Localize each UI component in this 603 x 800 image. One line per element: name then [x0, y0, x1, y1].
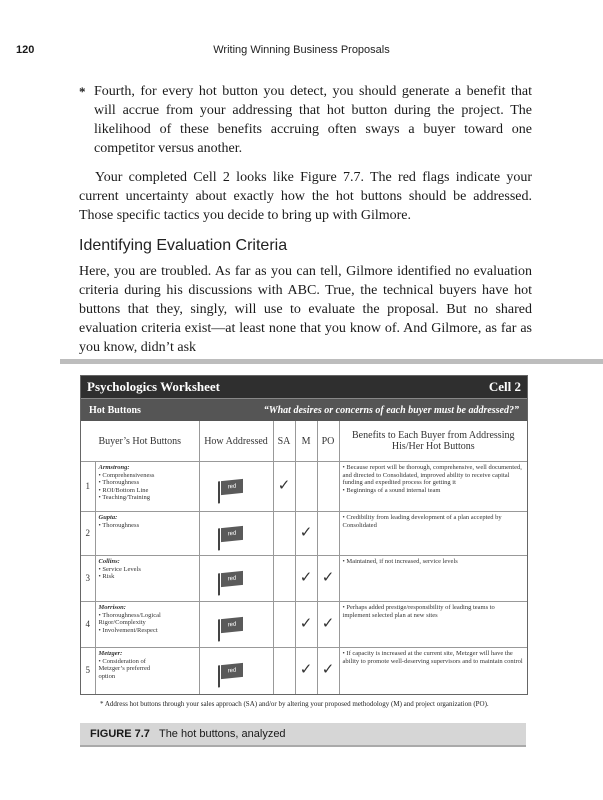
- paragraph-cell2: Your completed Cell 2 looks like Figure 7.7. The red flags indicate your current uncertainty about exactly how the hot buttons should be addressed. Those specific tactics you decide to bring up with Gilmore.: [79, 170, 532, 223]
- buyer-name: Gupta:: [98, 514, 118, 521]
- buyer-cell: [95, 512, 199, 556]
- col-buyer-hot-buttons: Buyer’s Hot Buttons: [81, 421, 199, 462]
- figure-caption-text: The hot buttons, analyzed: [158, 728, 286, 740]
- col-m: M: [295, 421, 317, 462]
- how-addressed-cell: [199, 462, 273, 512]
- table-row: [81, 648, 527, 694]
- checkmark-icon: ✓: [277, 477, 291, 494]
- col-how-addressed: How Addressed: [199, 421, 273, 462]
- psychologics-worksheet: [80, 375, 528, 695]
- hot-buttons-table: [81, 421, 527, 694]
- row-number: 3: [81, 556, 95, 602]
- how-addressed-cell: [199, 556, 273, 602]
- check-sa-cell: [273, 602, 295, 648]
- paragraph-evaluation: Here, you are troubled. As far as you can tell, Gilmore identified no evaluation criteria during his discussions with ABC. True, the technical buyers have hot buttons that they, singly, will use to evaluate the proposal. But no shared evaluation criteria exist—at least none that you know of. And Gilmore, as far as you know, didn’t ask: [79, 264, 532, 355]
- buyer-cell: [95, 648, 199, 694]
- worksheet-footnote: * Address hot buttons through your sales approach (SA) and/or by altering your proposed methodology (M) and project organization (PO).: [100, 700, 489, 708]
- check-m-cell: [295, 462, 317, 512]
- buyer-hot-buttons: • Thoroughness/Logical Rigor/Complexity • Involvement/Respect: [98, 611, 161, 634]
- check-sa-cell: [273, 462, 295, 512]
- buyer-name: Armstrong:: [98, 464, 130, 471]
- checkmark-icon: ✓: [321, 662, 335, 678]
- table-row: [81, 462, 527, 512]
- benefits-cell: • Credibility from leading development of a plan accepted by Consolidated: [339, 512, 527, 556]
- worksheet-question: “What desires or concerns of each buyer must be addressed?”: [263, 404, 519, 416]
- page-header: [0, 44, 603, 58]
- check-sa-cell: [273, 512, 295, 556]
- row-number: 1: [81, 462, 95, 512]
- bullet-mark: *: [79, 84, 86, 99]
- benefits-cell: • Because report will be thorough, comprehensive, well documented, and directed to Consolidated, improved ability to receive capital funding and expedited process for getting it • Beginnings of a sound internal team: [339, 462, 527, 512]
- buyer-cell: [95, 556, 199, 602]
- benefits-cell: • Maintained, if not increased, service levels: [339, 556, 527, 602]
- worksheet-title: Psychologics Worksheet: [87, 379, 221, 394]
- row-number: 2: [81, 512, 95, 556]
- red-flag-icon: red: [221, 570, 243, 586]
- checkmark-icon: ✓: [299, 615, 313, 632]
- buyer-cell: [95, 602, 199, 648]
- check-m-cell: [295, 602, 317, 648]
- worksheet-subtitle-bar: [81, 398, 527, 421]
- check-po-cell: [317, 602, 339, 648]
- table-header-row: [81, 421, 527, 462]
- figure-caption: [80, 723, 526, 747]
- buyer-cell: [95, 462, 199, 512]
- benefits-cell: • Perhaps added prestige/responsibility of leading teams to implement selected plan at new sites: [339, 602, 527, 648]
- col-sa: SA: [273, 421, 295, 462]
- col-po: PO: [317, 421, 339, 462]
- buyer-name: Morrison:: [98, 604, 126, 611]
- page-number: 120: [16, 44, 35, 56]
- buyer-hot-buttons: • Thoroughness: [98, 521, 140, 529]
- buyer-name: Metzger:: [98, 650, 123, 657]
- red-flag-icon: red: [221, 525, 243, 541]
- buyer-hot-buttons: • Consideration of Metzger’s preferred option: [98, 657, 151, 680]
- running-head: Writing Winning Business Proposals: [213, 44, 390, 56]
- figure-label: FIGURE 7.7: [90, 728, 150, 740]
- table-row: [81, 556, 527, 602]
- row-number: 4: [81, 602, 95, 648]
- checkmark-icon: ✓: [299, 662, 313, 678]
- red-flag-icon: red: [221, 478, 243, 494]
- how-addressed-cell: [199, 602, 273, 648]
- figure-top-rule: [60, 359, 603, 364]
- check-po-cell: [317, 556, 339, 602]
- col-benefits: Benefits to Each Buyer from Addressing His/Her Hot Buttons: [339, 421, 527, 462]
- checkmark-icon: ✓: [299, 524, 313, 541]
- row-number: 5: [81, 648, 95, 694]
- check-m-cell: [295, 556, 317, 602]
- check-m-cell: [295, 512, 317, 556]
- checkmark-icon: ✓: [299, 569, 313, 586]
- benefits-cell: • If capacity is increased at the current site, Metzger will have the ability to promote well-deserving supervisors and to maintain control: [339, 648, 527, 694]
- bullet-text: Fourth, for every hot button you detect, you should generate a benefit that will accrue from your addressing that hot button during the project. The likelihood of these benefits accruing often sways a buyer toward one competitor versus another.: [94, 84, 532, 156]
- red-flag-icon: red: [221, 616, 243, 632]
- worksheet-cell-label: Cell 2: [488, 379, 521, 394]
- check-po-cell: [317, 462, 339, 512]
- how-addressed-cell: [199, 648, 273, 694]
- check-po-cell: [317, 648, 339, 694]
- buyer-hot-buttons: • Service Levels • Risk: [98, 565, 141, 580]
- checkmark-icon: ✓: [321, 615, 335, 632]
- check-sa-cell: [273, 556, 295, 602]
- table-body: [81, 462, 527, 694]
- buyer-name: Collins:: [98, 558, 120, 565]
- table-row: [81, 512, 527, 556]
- check-m-cell: [295, 648, 317, 694]
- worksheet-subtitle-left: Hot Buttons: [89, 404, 141, 416]
- how-addressed-cell: [199, 512, 273, 556]
- bullet-paragraph: [79, 82, 532, 158]
- table-row: [81, 602, 527, 648]
- buyer-hot-buttons: • Comprehensiveness • Thoroughness • ROI/Bottom Line • Teaching/Training: [98, 471, 155, 501]
- checkmark-icon: ✓: [321, 569, 335, 586]
- red-flag-icon: red: [221, 663, 243, 679]
- worksheet-title-bar: [81, 376, 527, 398]
- section-heading: Identifying Evaluation Criteria: [79, 237, 288, 254]
- check-sa-cell: [273, 648, 295, 694]
- check-po-cell: [317, 512, 339, 556]
